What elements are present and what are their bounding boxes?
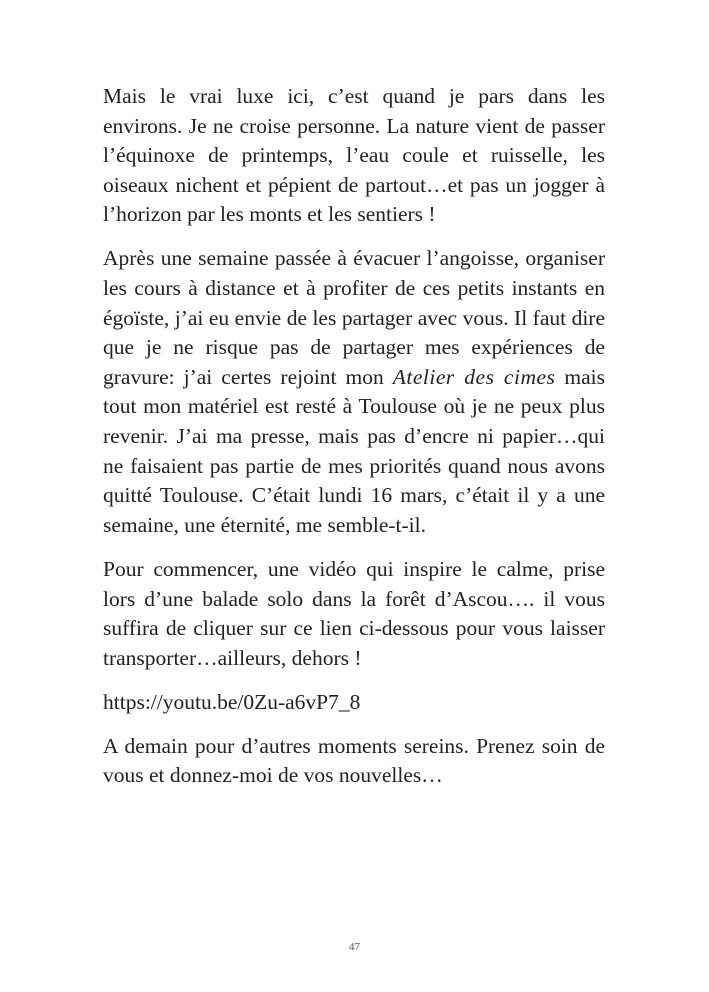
- paragraph-engraving-end: mais tout mon matériel est resté à Toulouse où je ne peux plus revenir. J’ai ma presse, mais pas d’encre ni papier…qui ne faisaient pas partie de mes priorités quand nous avons quitté Toulouse. C’était lundi 16 mars, c’était il y a une semaine, une éternité, me semble-t-il.: [103, 364, 605, 537]
- paragraph-closing: A demain pour d’autres moments sereins. Prenez soin de vous et donnez-moi de vos nouvelles…: [103, 733, 605, 788]
- paragraph-engraving: [103, 244, 605, 540]
- atelier-name: Atelier des cimes: [392, 364, 556, 389]
- body-text: [103, 82, 605, 806]
- paragraph-engraving-start: Après une semaine passée à évacuer l’angoisse, organiser les cours à distance et à profiter de ces petits instants en égoïste, j’ai eu envie de les partager avec vous. Il faut dire que je ne risque pas de partager mes expériences de gravure: j’ai certes rejoint mon: [103, 246, 605, 389]
- paragraph-video: Pour commencer, une vidéo qui inspire le calme, prise lors d’une balade solo dans la forêt d’Ascou…. il vous suffira de cliquer sur ce lien ci-dessous pour vous laisser transporter…ailleurs, dehors !: [103, 556, 605, 670]
- video-link[interactable]: https://youtu.be/0Zu-a6vP7_8: [103, 689, 361, 714]
- page-number: 47: [349, 941, 360, 953]
- paragraph-nature: Mais le vrai luxe ici, c’est quand je pars dans les environs. Je ne croise personne. La nature vient de passer l’équinoxe de printemps, l’eau coule et ruisselle, les oiseaux nichent et pépient de partout…et pas un jogger à l’horizon par les monts et les sentiers !: [103, 84, 605, 227]
